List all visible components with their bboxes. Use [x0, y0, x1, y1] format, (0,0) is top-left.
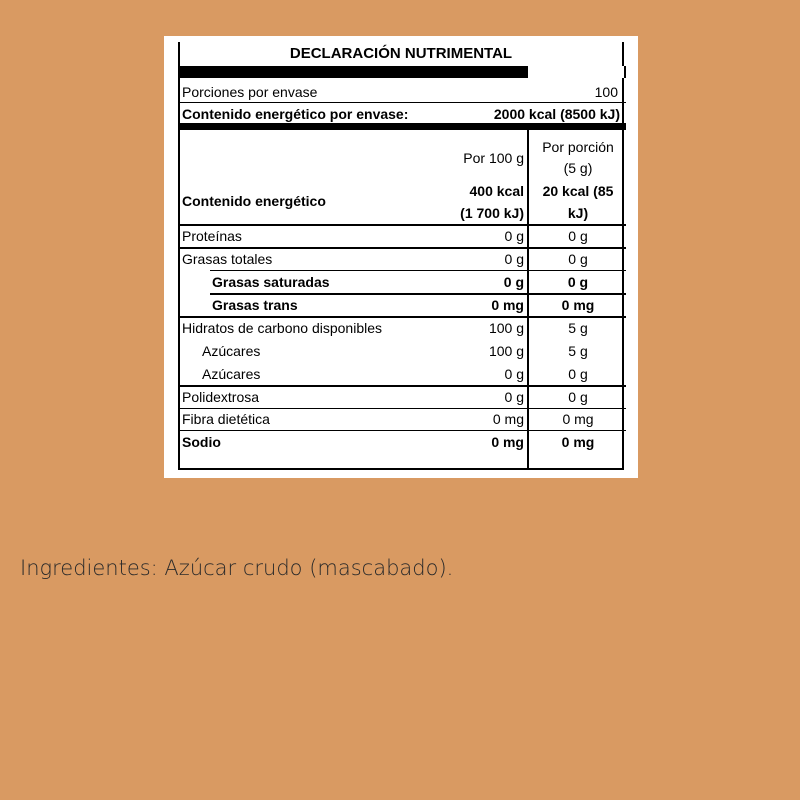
row-name: Azúcares: [202, 366, 261, 382]
column-divider: [527, 130, 529, 470]
row-divider: [180, 430, 626, 431]
row-portion: 0 g: [568, 366, 588, 382]
row-portion: 0 mg: [562, 411, 594, 427]
row-name: Grasas trans: [212, 297, 298, 313]
nutrition-table: [178, 42, 624, 470]
row-portion: 0 g: [568, 228, 588, 244]
row-divider: [180, 408, 626, 409]
row-divider: [180, 385, 626, 387]
row-per100: 0 g: [503, 274, 524, 290]
row-name: Polidextrosa: [182, 389, 260, 405]
row-per100: 0 g: [504, 251, 524, 267]
row-name: Fibra dietética: [182, 411, 270, 427]
energy-portion-kj: kJ): [567, 205, 589, 221]
energy-bar: [180, 123, 626, 130]
col-portion-subheader: (5 g): [563, 160, 593, 176]
energy-per100-kcal: 400 kcal: [469, 183, 524, 199]
row-name: Sodio: [182, 434, 221, 450]
row-name: Grasas totales: [182, 251, 273, 267]
title-bar-gap: [528, 66, 624, 78]
row-per100: 100 g: [488, 343, 524, 359]
row-per100: 0 mg: [491, 434, 524, 450]
row-per100: 0 mg: [491, 297, 524, 313]
row-portion: 0 g: [567, 274, 589, 290]
row-portion: 5 g: [568, 320, 588, 336]
row-name: Grasas saturadas: [212, 274, 330, 290]
row-name: Azúcares: [202, 343, 261, 359]
energy-per-container-label: Contenido energético por envase:: [182, 106, 409, 122]
row-per100: 0 g: [504, 389, 524, 405]
energy-label: Contenido energético: [182, 193, 326, 209]
row-portion: 0 g: [568, 389, 588, 405]
row-per100: 0 g: [504, 228, 524, 244]
col-per100-header: Por 100 g: [463, 150, 524, 166]
row-divider: [210, 270, 626, 271]
row-divider: [180, 316, 626, 318]
ingredients-text: Ingredientes: Azúcar crudo (mascabado).: [20, 556, 454, 580]
servings-value: 100: [594, 84, 618, 100]
energy-per-container-value: 2000 kcal (8500 kJ): [493, 106, 620, 122]
nutrition-label: [164, 36, 638, 478]
row-portion: 5 g: [568, 343, 588, 359]
servings-label: Porciones por envase: [182, 84, 318, 100]
row-name: Proteínas: [182, 228, 242, 244]
energy-per100-kj: (1 700 kJ): [460, 205, 524, 221]
energy-portion-kcal: 20 kcal (85: [542, 183, 614, 199]
row-per100: 0 mg: [492, 411, 524, 427]
row-divider: [210, 293, 626, 295]
row-portion: 0 g: [568, 251, 588, 267]
row-per100: 0 g: [504, 366, 524, 382]
row-per100: 100 g: [488, 320, 524, 336]
col-portion-header: Por porción: [542, 139, 614, 155]
label-title: DECLARACIÓN NUTRIMENTAL: [289, 45, 513, 62]
row-divider: [180, 247, 626, 249]
row-portion: 0 mg: [561, 297, 595, 313]
row-name: Hidratos de carbono disponibles: [182, 320, 383, 336]
energy-divider: [180, 224, 626, 226]
row-portion: 0 mg: [561, 434, 595, 450]
servings-divider: [180, 102, 626, 103]
